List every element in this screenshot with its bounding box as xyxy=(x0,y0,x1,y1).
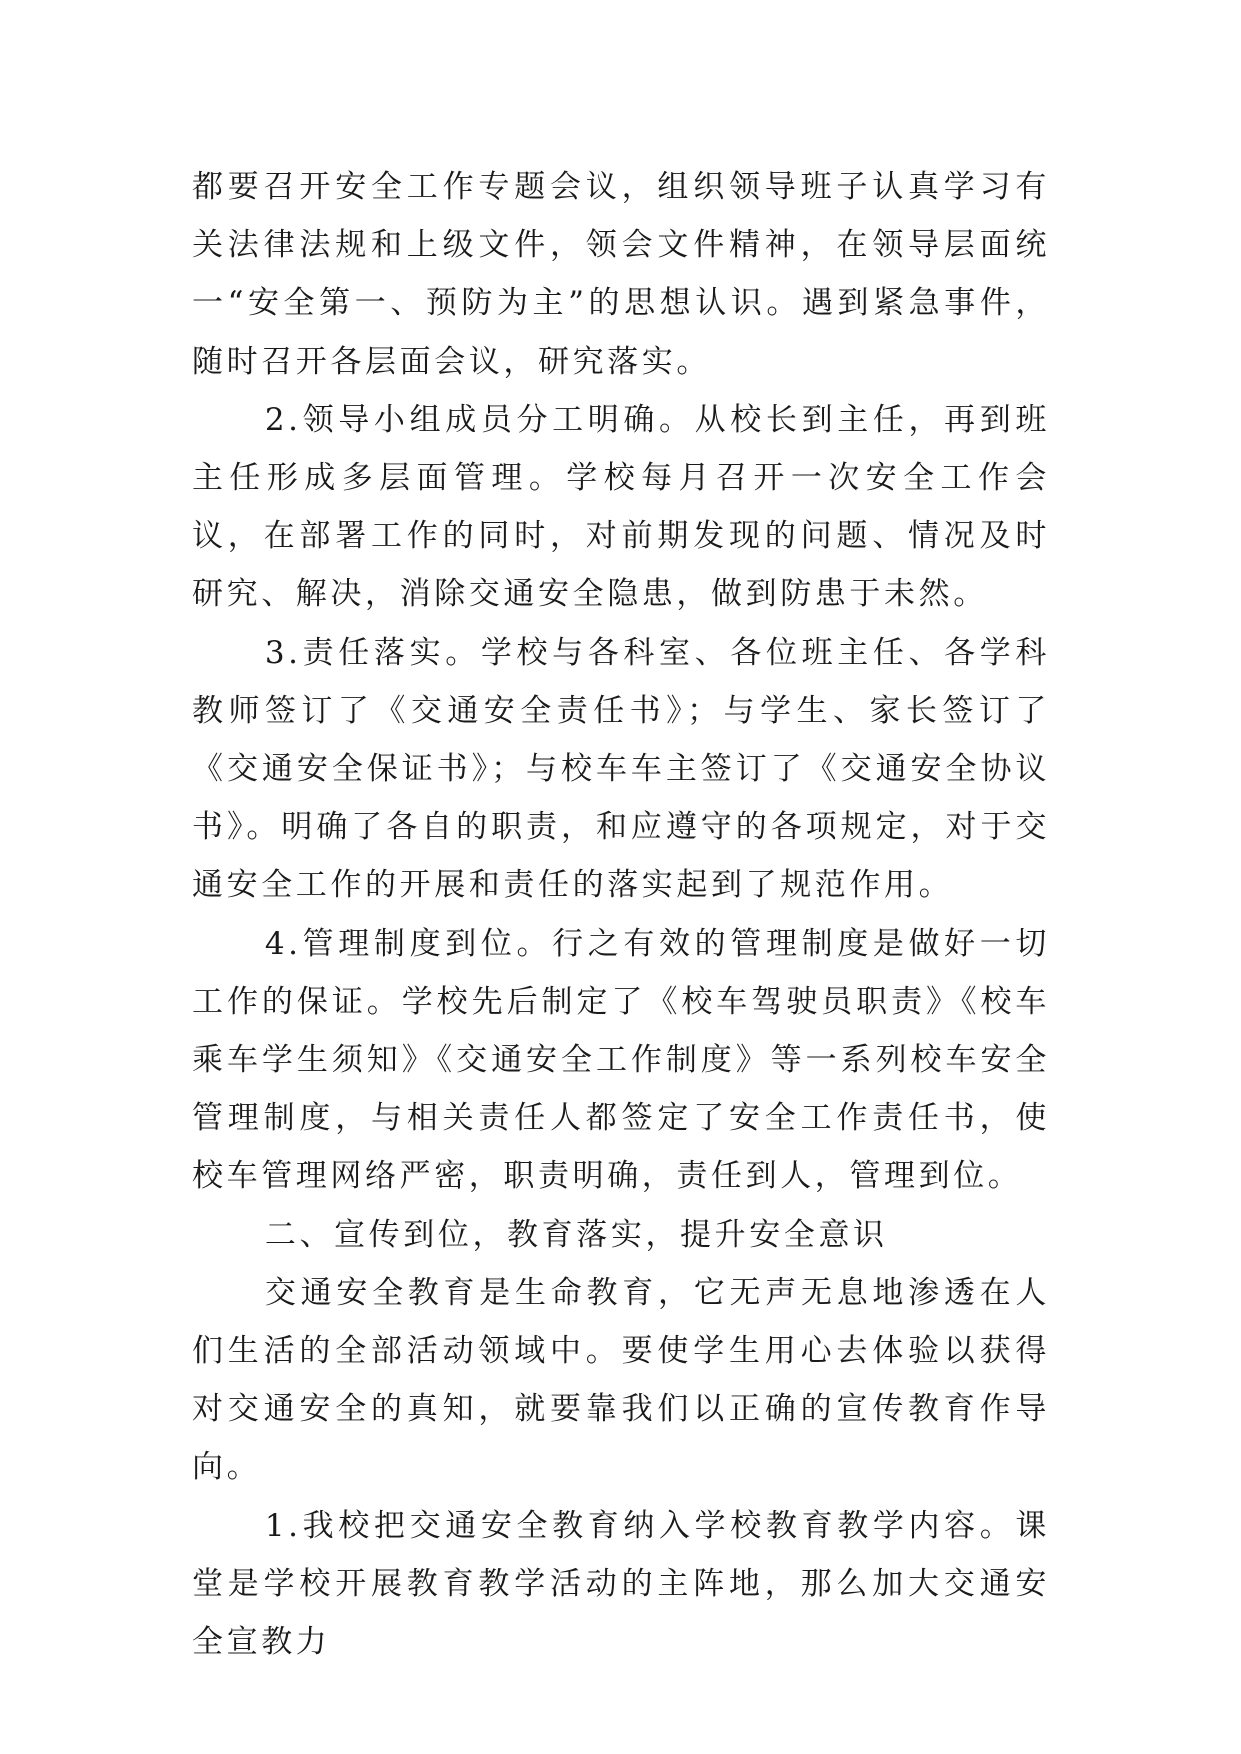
paragraph-meeting-study: 都要召开安全工作专题会议，组织领导班子认真学习有关法律法规和上级文件，领会文件精神，在领导层面统一“安全第一、预防为主”的思想认识。遇到紧急事件，随时召开各层面会议，研究落实。 xyxy=(192,169,1050,380)
paragraph-division-of-labor: 2.领导小组成员分工明确。从校长到主任，再到班主任形成多层面管理。学校每月召开一次安全工作会议，在部署工作的同时，对前期发现的问题、情况及时研究、解决，消除交通安全隐患，做到防患于未然。 xyxy=(192,401,1050,613)
section-heading-publicity: 二、宣传到位，教育落实，提升安全意识 xyxy=(264,1216,888,1253)
paragraph-curriculum: 1.我校把交通安全教育纳入学校教育教学内容。课堂是学校开展教育教学活动的主阵地，那么加大交通安全宣教力 xyxy=(192,1507,1050,1661)
paragraph-management-system: 4.管理制度到位。行之有效的管理制度是做好一切工作的保证。学校先后制定了《校车驾驶员职责》《校车乘车学生须知》《交通安全工作制度》等一系列校车安全管理制度，与相关责任人都签定了安全工作责任书，使校车管理网络严密，职责明确，责任到人，管理到位。 xyxy=(192,925,1050,1195)
paragraph-responsibility: 3.责任落实。学校与各科室、各位班主任、各学科教师签订了《交通安全责任书》；与学生、家长签订了《交通安全保证书》；与校车车主签订了《交通安全协议书》。明确了各自的职责，和应遵守的各项规定，对于交通安全工作的开展和责任的落实起到了规范作用。 xyxy=(192,634,1050,904)
body-text xyxy=(192,158,1050,1671)
paragraph-life-education: 交通安全教育是生命教育，它无声无息地渗透在人们生活的全部活动领域中。要使学生用心去体验以获得对交通安全的真知，就要靠我们以正确的宣传教育作导向。 xyxy=(192,1274,1050,1486)
